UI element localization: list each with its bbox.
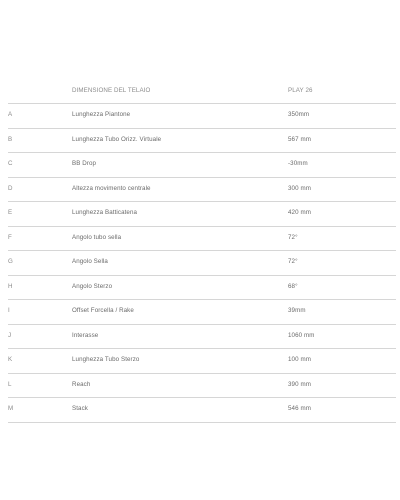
header-dimension-label: DIMENSIONE DEL TELAIO <box>72 87 151 94</box>
row-value: 68° <box>288 282 298 290</box>
table-row <box>8 398 396 423</box>
row-letter: J <box>8 331 12 339</box>
table-row <box>8 104 396 129</box>
row-letter: K <box>8 356 13 363</box>
row-value: 567 mm <box>288 135 311 143</box>
row-dimension-name: Altezza movimento centrale <box>72 184 151 192</box>
row-dimension-name: Stack <box>72 405 88 412</box>
table-header-row <box>8 80 396 104</box>
table-row <box>8 325 396 350</box>
row-dimension-name: Lunghezza Batticatena <box>72 209 138 216</box>
table-row <box>8 202 396 227</box>
row-dimension-name: Offset Forcella / Rake <box>72 307 134 314</box>
row-dimension-name: Interasse <box>72 331 99 339</box>
table-row <box>8 276 396 301</box>
row-dimension-name: BB Drop <box>72 160 97 167</box>
row-value: 546 mm <box>288 405 311 412</box>
row-value: 300 mm <box>288 184 311 192</box>
row-value: 350mm <box>288 111 310 118</box>
row-letter: G <box>8 258 13 265</box>
row-value: 1060 mm <box>288 331 315 339</box>
row-letter: H <box>8 282 13 290</box>
row-dimension-name: Lunghezza Tubo Orizz. Virtuale <box>72 135 162 143</box>
table-row <box>8 178 396 203</box>
row-dimension-name: Lunghezza Piantone <box>72 111 131 118</box>
row-letter: L <box>8 380 12 388</box>
table-row <box>8 129 396 154</box>
row-dimension-name: Angolo Sella <box>72 258 108 265</box>
table-row <box>8 349 396 374</box>
row-value: 420 mm <box>288 209 311 216</box>
table-row <box>8 153 396 178</box>
row-value: 100 mm <box>288 356 311 363</box>
table-row <box>8 227 396 252</box>
row-letter: A <box>8 111 13 118</box>
frame-geometry-table <box>8 80 396 423</box>
row-dimension-name: Reach <box>72 380 91 388</box>
table-row <box>8 251 396 276</box>
row-letter: I <box>8 307 10 314</box>
table-row <box>8 300 396 325</box>
row-dimension-name: Angolo Sterzo <box>72 282 113 290</box>
row-letter: E <box>8 209 13 216</box>
row-value: 72° <box>288 258 298 265</box>
header-model-label: PLAY 26 <box>288 87 313 94</box>
row-value: -30mm <box>288 160 308 167</box>
row-letter: F <box>8 233 12 241</box>
table-row <box>8 374 396 399</box>
row-dimension-name: Angolo tubo sella <box>72 233 122 241</box>
row-dimension-name: Lunghezza Tubo Sterzo <box>72 356 140 363</box>
row-letter: D <box>8 184 13 192</box>
row-value: 390 mm <box>288 380 311 388</box>
row-letter: M <box>8 405 14 412</box>
row-value: 72° <box>288 233 298 241</box>
row-letter: C <box>8 160 13 167</box>
row-letter: B <box>8 135 13 143</box>
row-value: 39mm <box>288 307 306 314</box>
